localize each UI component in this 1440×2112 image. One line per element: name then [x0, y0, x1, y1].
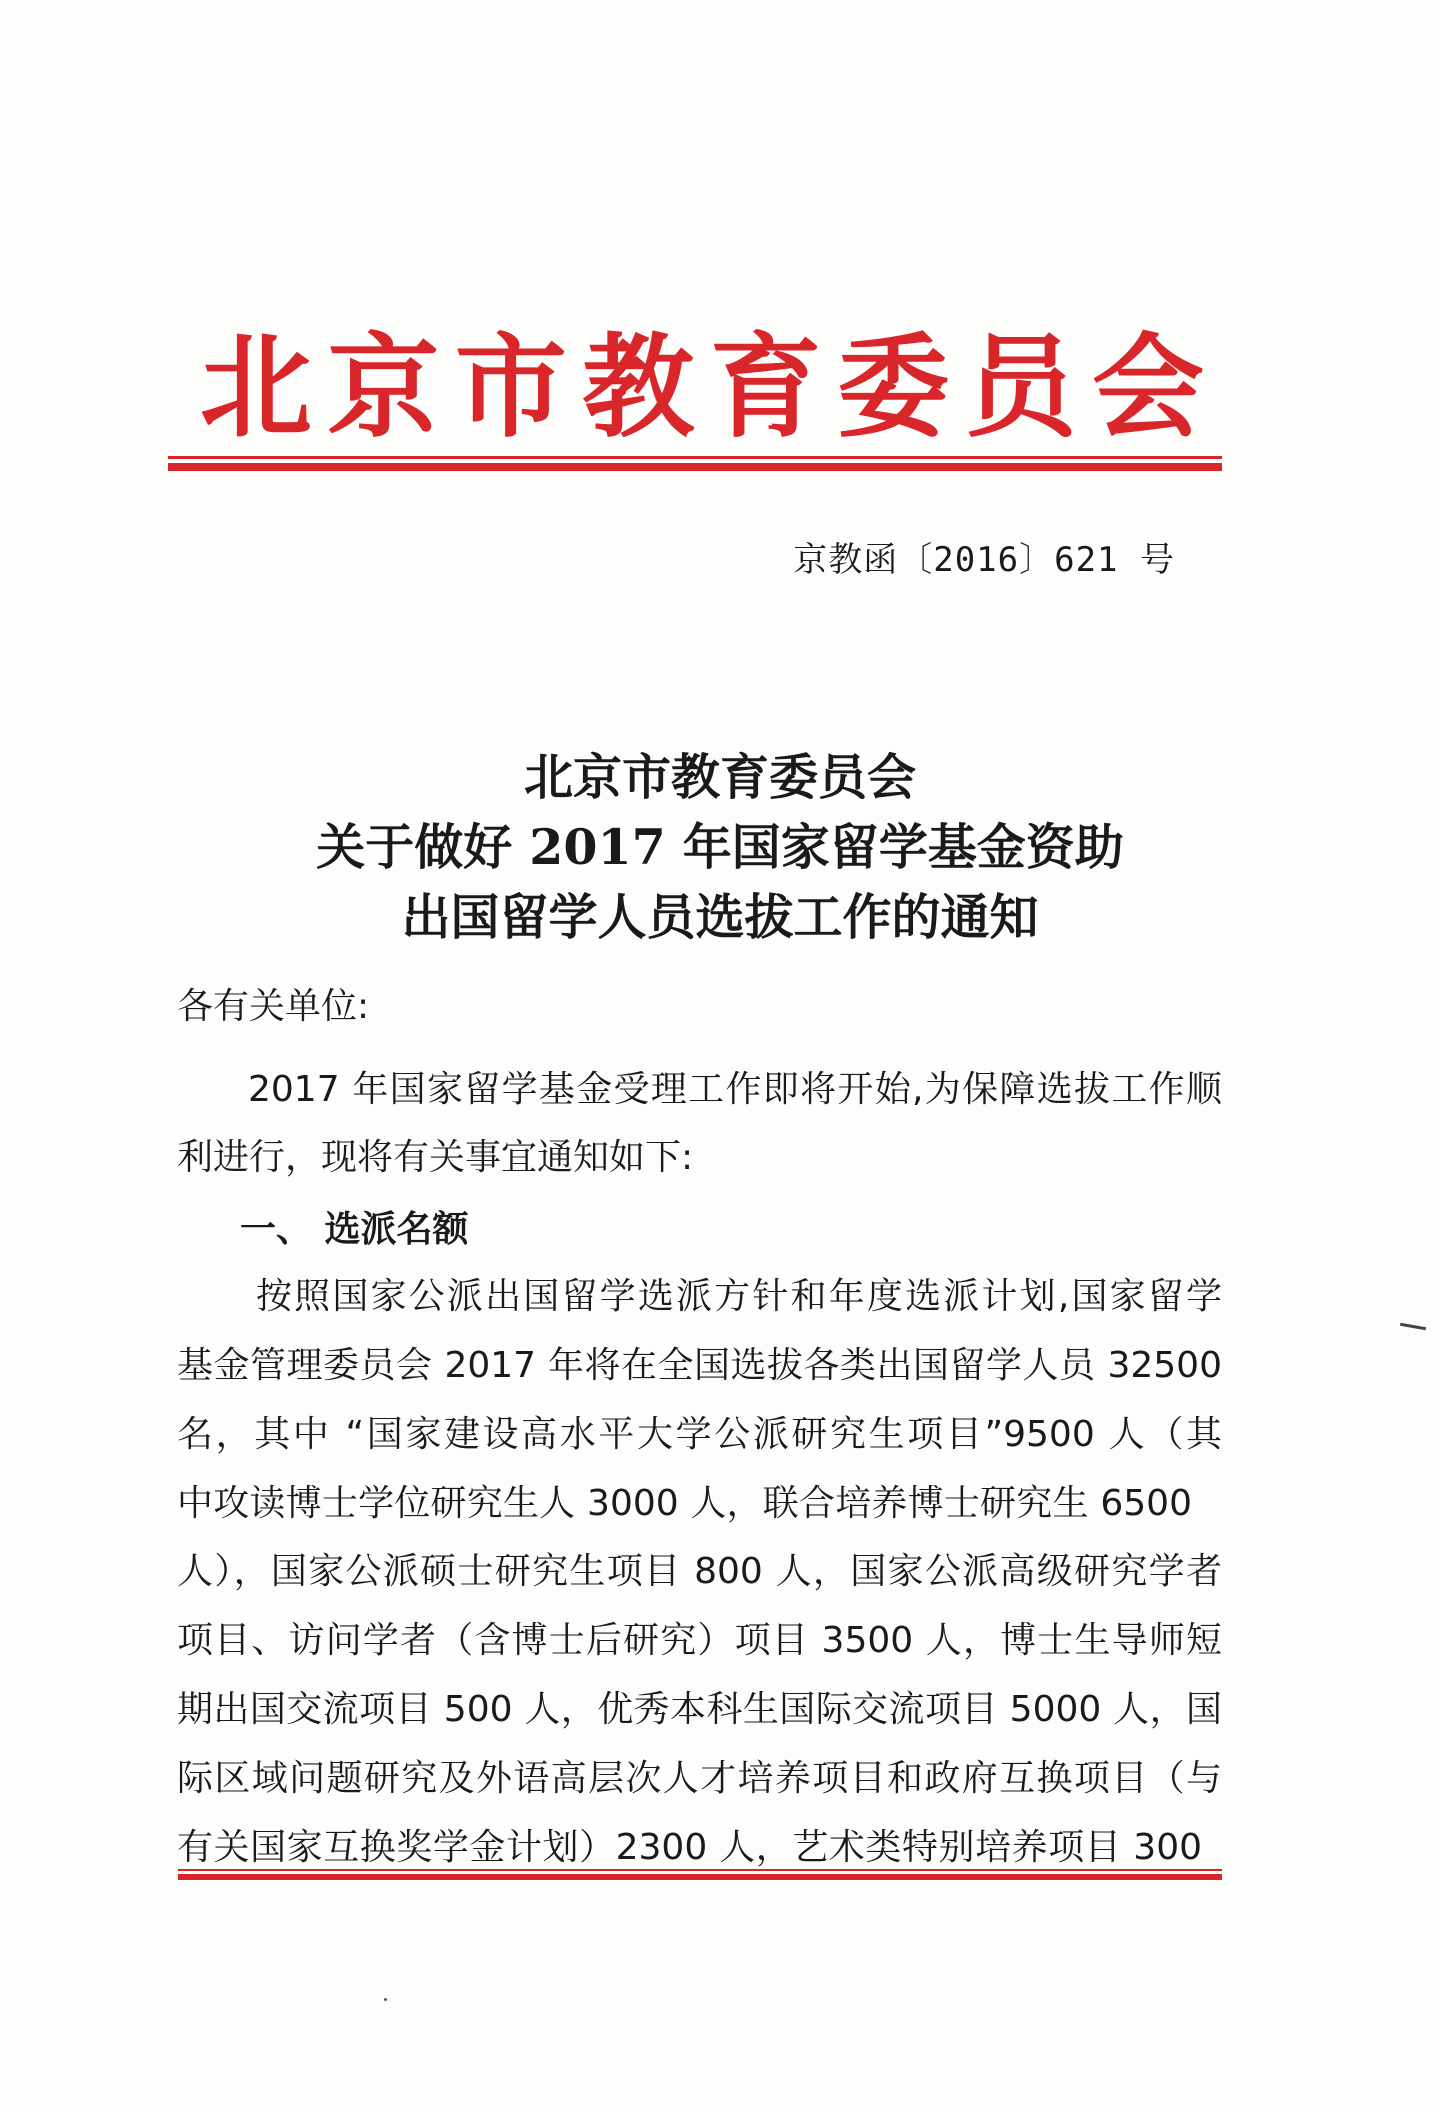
intro-line-2: 利进行，现将有关事宜通知如下: [177, 1137, 694, 1178]
organization-letterhead: 北京市教育委员会 [200, 322, 1210, 453]
footer-divider-thick [178, 1874, 1222, 1880]
section-line-3: 名，其中 “国家建设高水平大学公派研究生项目”9500 人（其 [177, 1414, 1222, 1455]
section-line-6: 项目、访问学者（含博士后研究）项目 3500 人，博士生导师短 [177, 1620, 1222, 1661]
paper-speck [384, 1998, 387, 2001]
section-heading: 一、 选派名额 [240, 1209, 469, 1250]
section-line-2: 基金管理委员会 2017 年将在全国选拔各类出国留学人员 32500 [177, 1345, 1222, 1386]
section-line-4: 中攻读博士学位研究生人 3000 人，联合培养博士研究生 6500 [177, 1483, 1192, 1524]
section-line-1: 按照国家公派出国留学选派方针和年度选派计划,国家留学 [256, 1276, 1222, 1317]
title-line-3: 出国留学人员选拔工作的通知 [401, 888, 1039, 946]
section-line-9: 有关国家互换奖学金计划）2300 人，艺术类特别培养项目 300 [177, 1827, 1202, 1868]
salutation: 各有关单位: [177, 986, 370, 1027]
section-line-7: 期出国交流项目 500 人，优秀本科生国际交流项目 5000 人，国 [177, 1689, 1222, 1730]
title-line-2: 关于做好 2017 年国家留学基金资助 [316, 818, 1124, 876]
section-line-5: 人），国家公派硕士研究生项目 800 人，国家公派高级研究学者 [177, 1551, 1222, 1592]
letterhead-divider-thick [168, 463, 1222, 471]
section-line-8: 际区域问题研究及外语高层次人才培养项目和政府互换项目（与 [177, 1758, 1222, 1799]
title-line-1: 北京市教育委员会 [523, 748, 916, 806]
document-number: 京教函〔2016〕621 号 [793, 540, 1175, 580]
letterhead-divider-thin [168, 456, 1222, 459]
margin-mark [1400, 1323, 1426, 1330]
footer-divider-thin [178, 1869, 1222, 1871]
intro-line-1: 2017 年国家留学基金受理工作即将开始,为保障选拔工作顺 [248, 1069, 1222, 1110]
